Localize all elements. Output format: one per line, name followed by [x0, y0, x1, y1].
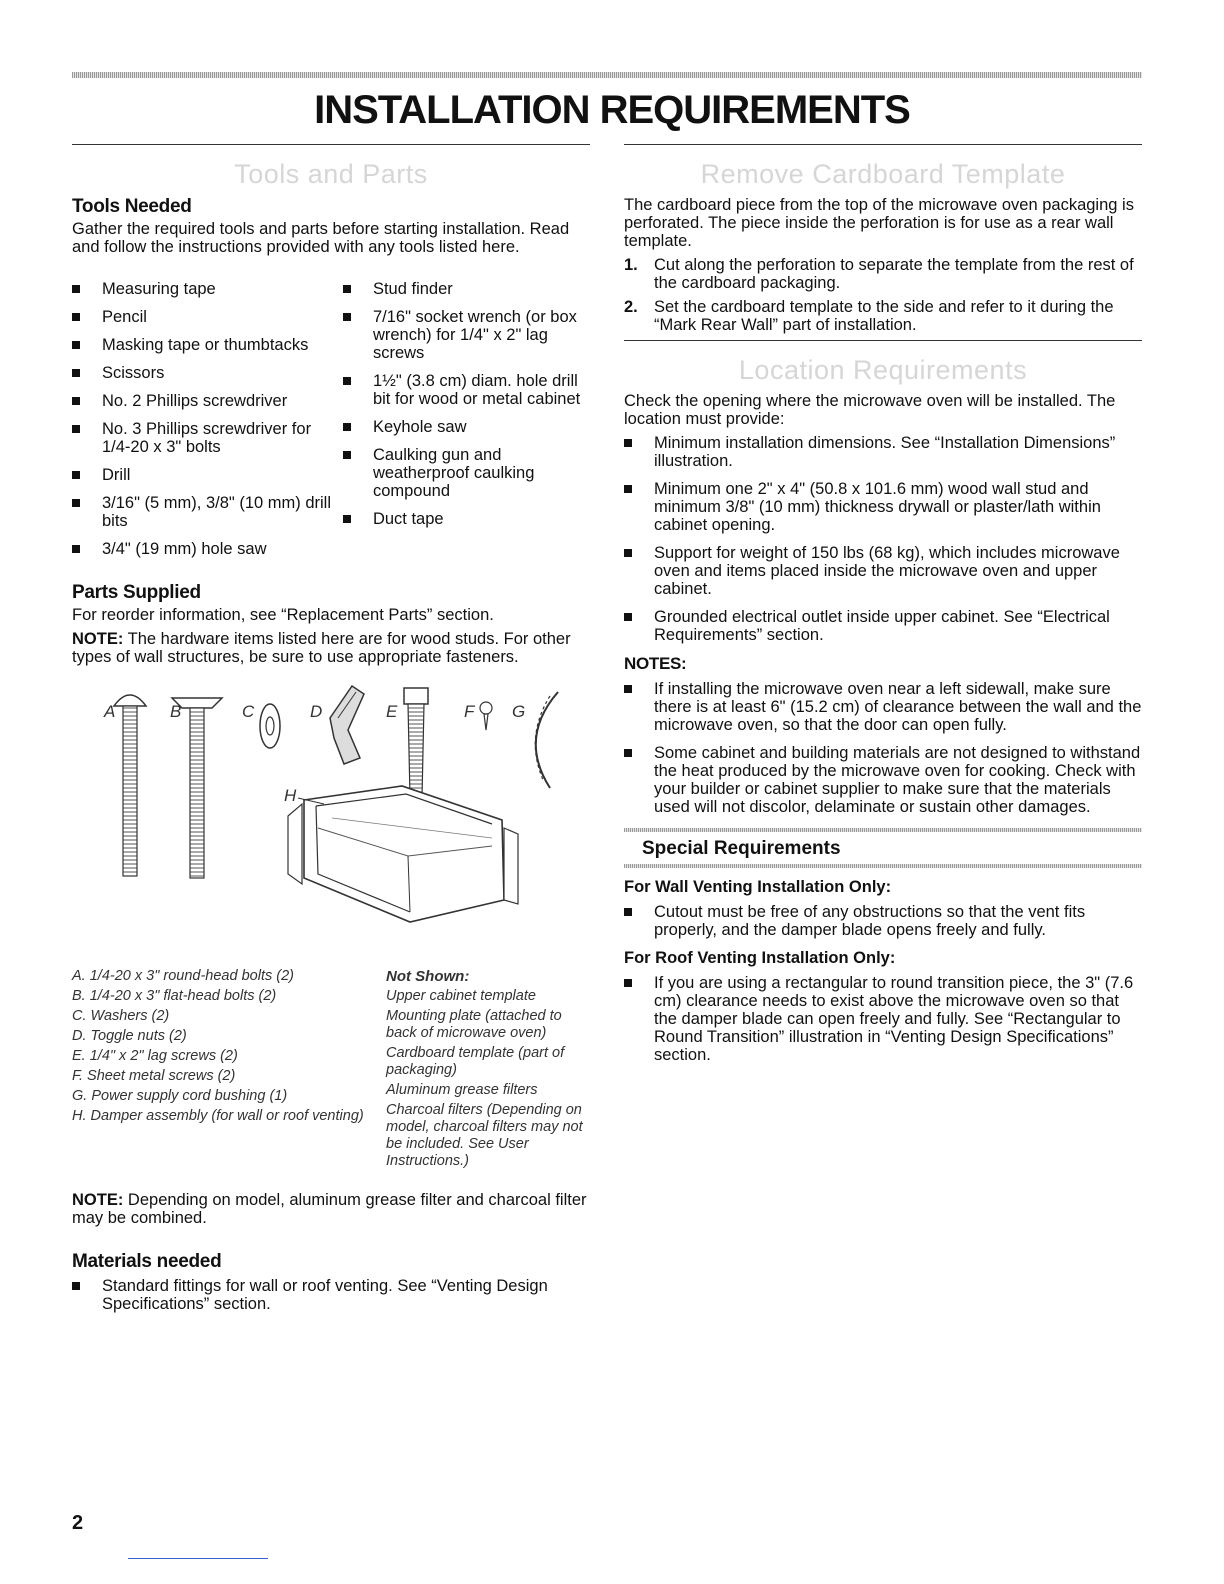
legend-item: Upper cabinet template: [386, 988, 536, 1004]
legend-item: F. Sheet metal screws (2): [72, 1068, 236, 1084]
list-item: No. 3 Phillips screwdriver for 1/4-20 x 3" bolts: [72, 420, 343, 456]
step-text: Set the cardboard template to the side and refer to it during the “Mark Rear Wall” part of installation.: [654, 298, 1114, 334]
step-text: Cut along the perforation to separate the template from the rest of the cardboard packaging.: [654, 256, 1134, 292]
legend-item: A. 1/4-20 x 3" round-head bolts (2): [72, 968, 294, 984]
legend-item: G. Power supply cord bushing (1): [72, 1088, 288, 1104]
top-rule: [72, 72, 1142, 78]
not-shown-title: Not Shown:: [386, 968, 470, 985]
remove-template-heading: Remove Cardboard Template: [700, 159, 1066, 189]
power-cord-bushing-icon: [535, 692, 558, 788]
legend-item: Aluminum grease filters: [386, 1082, 538, 1098]
section-divider: [624, 340, 1142, 341]
toggle-nut-icon: [330, 686, 364, 764]
parts-legend-list: [72, 968, 386, 1173]
list-item: Drill: [72, 466, 343, 484]
notes-title: NOTES:: [624, 654, 687, 673]
remove-template-steps: [624, 256, 1142, 334]
damper-assembly-icon: [288, 786, 518, 922]
location-list: [624, 434, 1142, 644]
combined-filter-note: [72, 1191, 590, 1227]
roof-venting-title: For Roof Venting Installation Only:: [624, 949, 896, 967]
location-intro: Check the opening where the microwave oven will be installed. The location must provide:: [624, 392, 1116, 428]
list-item: Masking tape or thumbtacks: [72, 336, 343, 354]
list-item: Grounded electrical outlet inside upper cabinet. See “Electrical Requirements” section.: [624, 608, 1142, 644]
list-item: Cutout must be free of any obstructions so that the vent fits properly, and the damper blade opens freely and fully.: [624, 903, 1142, 939]
tools-list-col2: [343, 280, 590, 568]
legend-item: Charcoal filters (Depending on model, charcoal filters may not be included. See User Instructions.): [386, 1102, 583, 1169]
list-item: Caulking gun and weatherproof caulking compound: [343, 446, 590, 500]
list-item: 3/16" (5 mm), 3/8" (10 mm) drill bits: [72, 494, 343, 530]
note-text: Depending on model, aluminum grease filter and charcoal filter may be combined.: [72, 1191, 587, 1227]
list-item: Stud finder: [343, 280, 590, 298]
parts-supplied-title: Parts Supplied: [72, 582, 201, 603]
list-item: Support for weight of 150 lbs (68 kg), which includes microwave oven and items placed inside the microwave oven and upper cabinet.: [624, 544, 1142, 598]
parts-intro: For reorder information, see “Replacement Parts” section.: [72, 606, 494, 624]
list-item: If you are using a rectangular to round transition piece, the 3" (7.6 cm) clearance needs to exist above the microwave oven so that the damper blade can open freely and fully. See “Rectangular to Round Transition” illustration in “Venting Design Specifications” section.: [624, 974, 1142, 1064]
list-item: Minimum one 2" x 4" (50.8 x 101.6 mm) wood wall stud and minimum 3/8" (10 mm) thickness drywall or plaster/lath within cabinet opening.: [624, 480, 1142, 534]
diagram-label-c: C: [242, 702, 255, 721]
list-item: Minimum installation dimensions. See “Installation Dimensions” illustration.: [624, 434, 1142, 470]
list-item: Standard fittings for wall or roof venting. See “Venting Design Specifications” section.: [72, 1277, 590, 1313]
list-item: Scissors: [72, 364, 343, 382]
list-item: If installing the microwave oven near a left sidewall, make sure there is at least 6" (15.2 cm) of clearance between the wall and the microwave oven, so that the door can open fully.: [624, 680, 1142, 734]
note-text: The hardware items listed here are for wood studs. For other types of wall structures, be sure to use appropriate fasteners.: [72, 630, 571, 666]
legend-item: B. 1/4-20 x 3" flat-head bolts (2): [72, 988, 277, 1004]
diagram-label-f: F: [464, 702, 475, 721]
parts-note: [72, 630, 590, 666]
note-label: NOTE:: [72, 630, 124, 648]
tools-parts-heading: Tools and Parts: [234, 159, 428, 189]
wall-venting-list: [624, 903, 1142, 939]
list-item: 1½" (3.8 cm) diam. hole drill bit for wood or metal cabinet: [343, 372, 590, 408]
location-heading: Location Requirements: [738, 355, 1028, 385]
right-column: [624, 144, 1142, 1064]
footer-line: [128, 1558, 268, 1559]
diagram-label-e: E: [386, 702, 398, 721]
list-item: 7/16" socket wrench (or box wrench) for 1/4" x 2" lag screws: [343, 308, 590, 362]
legend-item: C. Washers (2): [72, 1008, 170, 1024]
list-item: No. 2 Phillips screwdriver: [72, 392, 343, 410]
list-item: 3/4" (19 mm) hole saw: [72, 540, 343, 558]
legend-item: H. Damper assembly (for wall or roof venting): [72, 1108, 364, 1124]
list-item: Pencil: [72, 308, 343, 326]
legend-item: Cardboard template (part of packaging): [386, 1045, 565, 1078]
parts-legend: [72, 968, 590, 1173]
step-number: 1.: [624, 256, 638, 274]
roof-venting-list: [624, 974, 1142, 1064]
tools-list-col1: [72, 280, 343, 568]
tools-needed-title: Tools Needed: [72, 196, 192, 217]
parts-diagram: [72, 678, 590, 968]
notes-list: [624, 680, 1142, 816]
tools-list: [72, 280, 590, 568]
diagram-label-b: B: [170, 702, 182, 721]
sheet-metal-screw-icon: [480, 702, 492, 730]
section-divider: [72, 144, 590, 145]
list-item: Some cabinet and building materials are not designed to withstand the heat produced by the microwave oven for cooking. Check with your builder or cabinet supplier to make sure that the materials used will not discolor, delaminate or sustain other damages.: [624, 744, 1142, 816]
diagram-label-g: G: [512, 702, 526, 721]
page-title: INSTALLATION REQUIREMENTS: [314, 88, 910, 132]
washer-icon: [260, 704, 280, 748]
step-number: 2.: [624, 298, 638, 316]
left-column: [72, 144, 590, 1313]
list-item: Keyhole saw: [343, 418, 590, 436]
materials-needed-title: Materials needed: [72, 1251, 222, 1272]
note-label: NOTE:: [72, 1191, 124, 1209]
legend-item: E. 1/4" x 2" lag screws (2): [72, 1048, 238, 1064]
legend-item: D. Toggle nuts (2): [72, 1028, 187, 1044]
section-divider: [624, 144, 1142, 145]
step-item: [624, 256, 1142, 292]
legend-item: Mounting plate (attached to back of microwave oven): [386, 1008, 562, 1041]
diagram-label-h: H: [284, 786, 297, 805]
list-item: Duct tape: [343, 510, 590, 528]
diagram-label-a: A: [104, 702, 116, 721]
tools-intro: Gather the required tools and parts before starting installation. Read and follow the instructions provided with any tools listed here.: [72, 220, 570, 256]
diagram-label-d: D: [310, 702, 323, 721]
remove-template-intro: The cardboard piece from the top of the microwave oven packaging is perforated. The piece inside the perforation is for use as a rear wall template.: [624, 196, 1134, 250]
not-shown-list: [386, 968, 590, 1173]
special-requirements-heading: Special Requirements: [642, 838, 841, 859]
page-number: 2: [72, 1512, 84, 1534]
flat-head-bolt-icon: [172, 698, 222, 878]
wall-venting-title: For Wall Venting Installation Only:: [624, 878, 892, 896]
list-item: Measuring tape: [72, 280, 343, 298]
materials-list: [72, 1277, 590, 1313]
special-divider-bottom: [624, 864, 1142, 868]
round-head-bolt-icon: [114, 695, 146, 876]
step-item: [624, 298, 1142, 334]
